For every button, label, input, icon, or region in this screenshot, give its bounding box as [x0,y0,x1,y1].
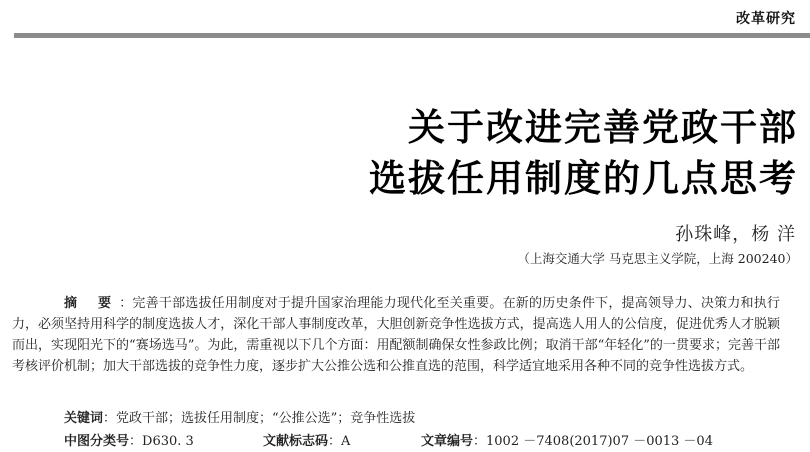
clc-number [64,430,194,449]
document-code [263,430,350,449]
article-no-label: 文章编号 [421,434,474,449]
keywords [64,407,415,426]
article-no-value: ：1002 －7408(2017)07 －0013 －04 [473,434,713,449]
affiliation: （上海交通大学 马克思主义学院，上海 200240） [517,251,798,266]
authors: 孙珠峰，杨 洋 [675,224,796,245]
abstract-text: ：完善干部选拔任用制度对于提升国家治理能力现代化至关重要。在新的历史条件下，提高领导力、决策力和执行力，必须坚持用科学的制度选拔人才，深化干部人事制度改革，大胆创新竞争性选拔方式，提高选人用人的公信度，促进优秀人才脱颖而出，实现阳光下的“赛场选马”。为此，需重视以下几个方面：用配额制确保女性参政比例；取消干部“年轻化”的一贯要求；完善干部考核评价机制；加大干部选拔的竞争性力度，逐步扩大公推公选和公推直选的范围，科学适宜地采用各种不同的竞争性选拔方式。 [12,296,780,374]
article-title-line-1: 关于改进完善党政干部 [408,106,798,149]
abstract [12,293,780,377]
keywords-text: ：党政干部；选拔任用制度；“公推公选”；竞争性选拔 [103,411,416,426]
clc-label: 中图分类号 [64,434,130,449]
doc-code-label: 文献标志码 [263,434,329,449]
article-title-line-2: 选拔任用制度的几点思考 [369,157,798,200]
doc-code-value: ：A [328,434,351,449]
section-label: 改革研究 [736,11,796,27]
keywords-label: 关键词 [64,411,104,426]
abstract-label: 摘 要 [64,296,120,311]
clc-value: ：D630. 3 [129,434,194,449]
header-divider [14,33,810,38]
article-number [421,430,713,449]
